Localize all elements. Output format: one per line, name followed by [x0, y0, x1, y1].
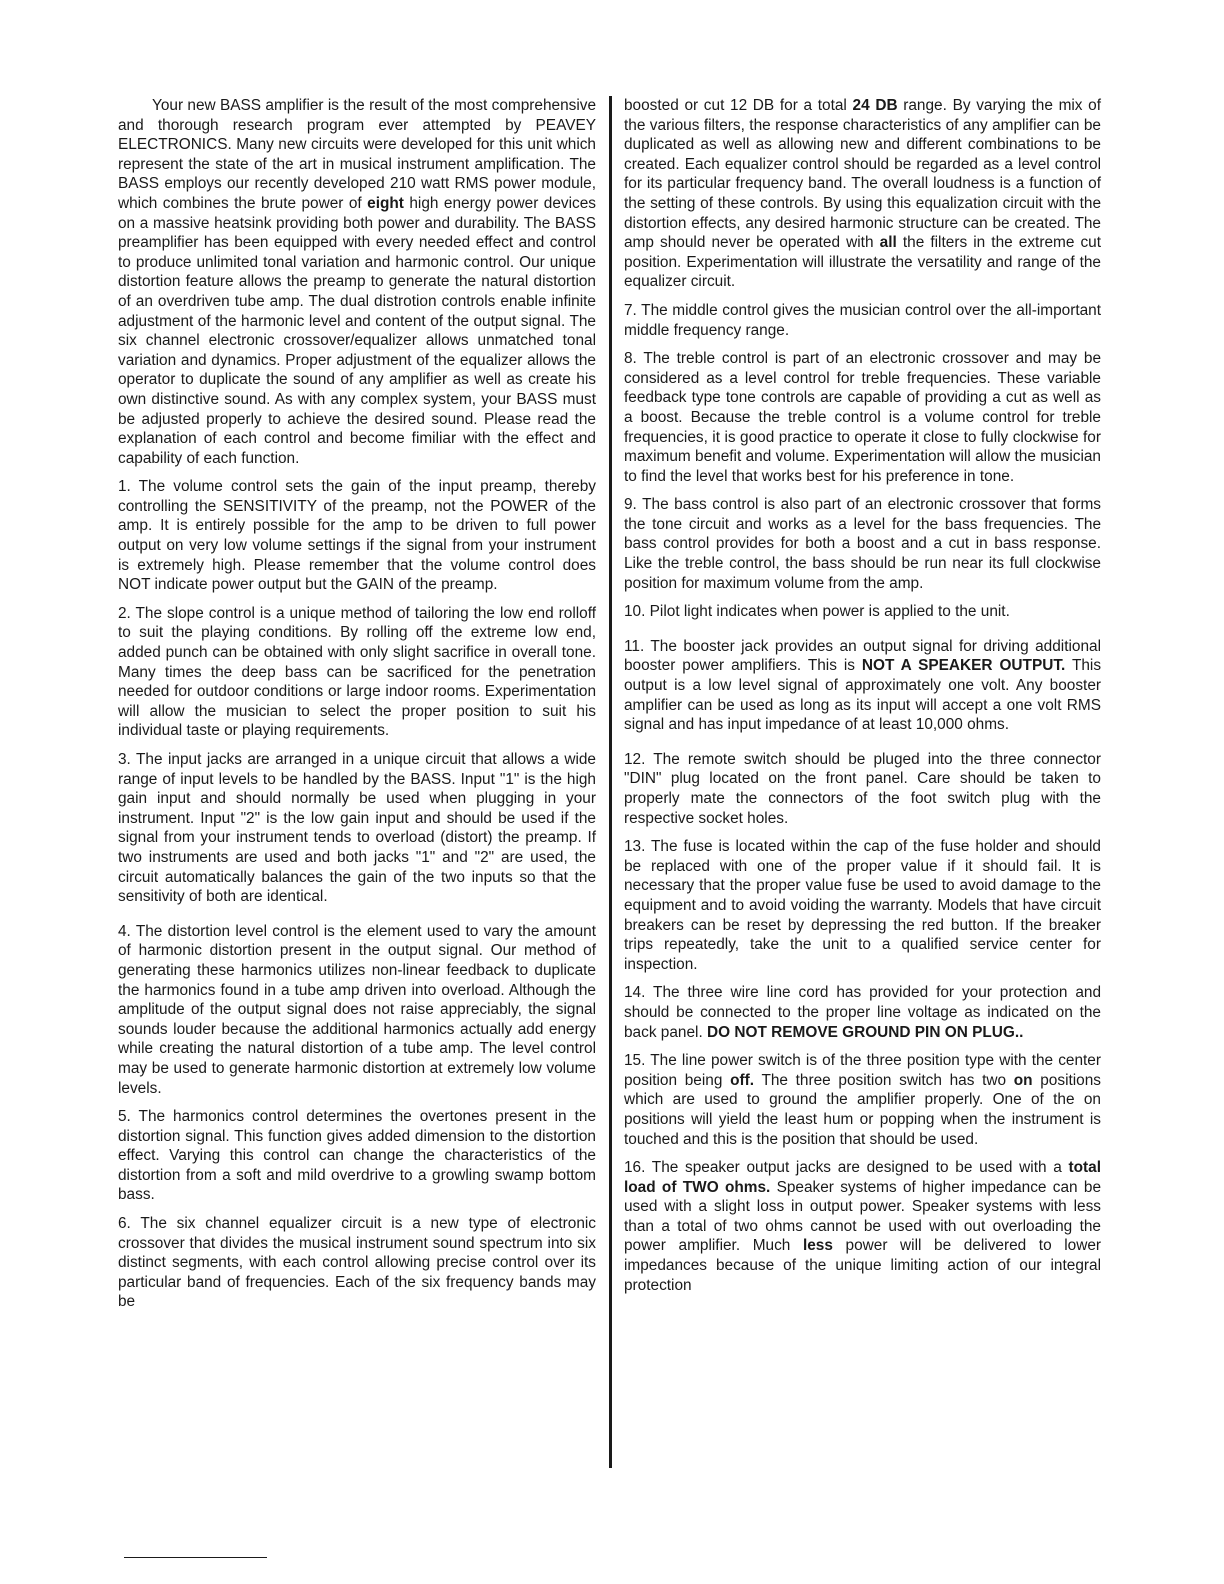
item-6-continued: boosted or cut 12 DB for a total 24 DB range. By varying the mix of the various filters, the response characteristics of any amplifier can be duplicated as well as allowing new and different combinations to be created. Each equalizer control should be regarded as a level control for its particular frequency band. The overall loudness is a function of the setting of these controls. By using this equalization circuit with the distortion effects, any desired harmonic structure can be created. The amp should never be operated with all the filters in the extreme cut position. Experimentation will illustrate the versatility and range of the equalizer circuit.	[624, 97, 1102, 291]
item-15-power-switch: 15. The line power switch is of the three position type with the center position being off. The three position switch has two on positions which are used to ground the amplifier properly. One of the on positions will yield the least hum or popping when the instrument is touched and this is the position that should be used.	[624, 1052, 1101, 1148]
item-8-treble: 8. The treble control is part of an electronic crossover and may be considered as a level control for treble frequencies. These variable feedback type tone controls are capable of providing a cut as well as a boost. Because the treble control is a volume control for treble frequencies, it is good practice to operate it close to fully clockwise for maximum benefit and volume. Experimentation will allow the musician to find the level that works best for his preference in tone.	[624, 350, 1101, 485]
right-column	[624, 96, 1101, 1304]
item-11-booster-jack: 11. The booster jack provides an output signal for driving additional booster power amplifiers. This is NOT A SPEAKER OUTPUT. This output is a low level signal of approximately one volt. Any booster amplifier can be used as long as its input will accept a one volt RMS signal and has input impedance of at least 10,000 ohms.	[624, 637, 1102, 734]
item-3-input-jacks: 3. The input jacks are arranged in a unique circuit that allows a wide range of input levels to be handled by the BASS. Input "1" is the high gain input and should normally be used when plugging in your instrument. Input "2" is the low gain input and should be used if the signal from your instrument tends to overload (distort) the preamp. If two instruments are used and both jacks "1" and "2" are used, the circuit automatically balances the gain of the two inputs so that the sensitivity of both are identical.	[118, 751, 596, 906]
intro-paragraph: Your new BASS amplifier is the result of the most comprehensive and thorough research program ever attempted by PEAVEY ELECTRONICS. Many new circuits were developed for this unit which represent the state of the art in musical instrument amplification. The BASS employs our recently developed 210 watt RMS power module, which combines the brute power of eight high energy power devices on a massive heatsink providing both power and durability. The BASS preamplifier has been equipped with every needed effect and control to produce unlimited tonal variation and harmonic control. Our unique distortion feature allows the preamp to generate the natural distortion of an overdriven tube amp. The dual distrotion controls enable infinite adjustment of the harmonic level and content of the output signal. The six channel electronic crossover/equalizer allows unmatched tonal variation and dynamics. Proper adjustment of the equalizer allows the operator to duplicate the sound of any amplifier as well as create his own distinctive sound. As with any complex system, your BASS must be adjusted properly to achieve the desired sound. Please read the explanation of each control and become fimiliar with the effect and capability of each function.	[118, 97, 596, 467]
footnote-rule	[124, 1557, 267, 1558]
item-13-fuse: 13. The fuse is located within the cap of the fuse holder and should be replaced with one of the proper value if it should fail. It is necessary that the proper value fuse be used to avoid damage to the equipment and to avoid voiding the warranty. Models that have circuit breakers can be reset by depressing the red button. If the breaker trips repeatedly, take the unit to a qualified service center for inspection.	[624, 838, 1101, 973]
brand-name: PEAVEY ELECTRONICS.	[118, 116, 596, 154]
item-14-line-cord: 14. The three wire line cord has provided for your protection and should be connected to the proper line voltage as indicated on the back panel. DO NOT REMOVE GROUND PIN ON PLUG..	[624, 984, 1101, 1041]
item-6-equalizer: 6. The six channel equalizer circuit is a new type of electronic crossover that divides the musical instrument sound spectrum into six distinct segments, with each control allowing precise control over its particular band of frequencies. Each of the six frequency bands may be	[118, 1215, 596, 1311]
item-12-remote-switch: 12. The remote switch should be pluged into the three connector "DIN" plug located on the front panel. Care should be taken to properly mate the connectors of the foot switch plug with the respective socket holes.	[624, 750, 1101, 827]
item-2-slope: 2. The slope control is a unique method of tailoring the low end rolloff to suit the playing conditions. By rolling off the extreme low end, added punch can be obtained with only slight sacrifice in overall tone. Many times the deep bass can be sacrificed for the penetration needed for outdoor conditions or large indoor rooms. Experimentation will allow the musician to select the proper position to suit his individual taste or playing requirements.	[118, 604, 596, 740]
column-divider	[609, 96, 612, 1468]
left-column	[118, 96, 596, 1321]
item-1-volume: 1. The volume control sets the gain of the input preamp, thereby controlling the SENSITIVITY of the preamp, not the POWER of the amp. It is entirely possible for the amp to be driven to full power output on very low volume settings if the signal from your instrument is extremely high. Please remember that the volume control does NOT indicate power output but the GAIN of the preamp.	[118, 478, 596, 594]
item-9-bass: 9. The bass control is also part of an electronic crossover that forms the tone circuit and works as a level for the bass frequencies. The bass control provides for both a boost and a cut in bass response. Like the treble control, the bass should be run near its full clockwise position for maximum volume from the amp.	[624, 496, 1101, 592]
item-5-harmonics: 5. The harmonics control determines the overtones present in the distortion signal. This function gives added dimension to the distortion effect. Varying this control can change the characteristics of the distortion from a soft and mild overdrive to a growling swamp bottom bass.	[118, 1108, 596, 1204]
item-16-speaker-output: 16. The speaker output jacks are designed to be used with a total load of TWO ohms. Speaker systems of higher impedance can be used with a slight loss in output power. Speaker systems with less than a total of two ohms cannot be used with out overloading the power amplifier. Much less power will be delivered to lower impedances because of the unique limiting action of our integral protection	[624, 1159, 1102, 1294]
item-4-distortion-level: 4. The distortion level control is the element used to vary the amount of harmonic distortion present in the output signal. Our method of generating these harmonics utilizes non-linear feedback to duplicate the harmonics found in a tube amp driven into overload. Although the amplitude of the output signal does not raise appreciably, the signal sounds louder because the additional harmonics actually add energy while creating the natural distortion of a tube amp. The level control may be used to generate harmonic distortion at extremely low volume levels.	[118, 922, 596, 1097]
item-10-pilot-light: 10. Pilot light indicates when power is applied to the unit.	[624, 603, 1010, 621]
item-7-middle: 7. The middle control gives the musician control over the all-important middle frequency range.	[624, 301, 1101, 339]
